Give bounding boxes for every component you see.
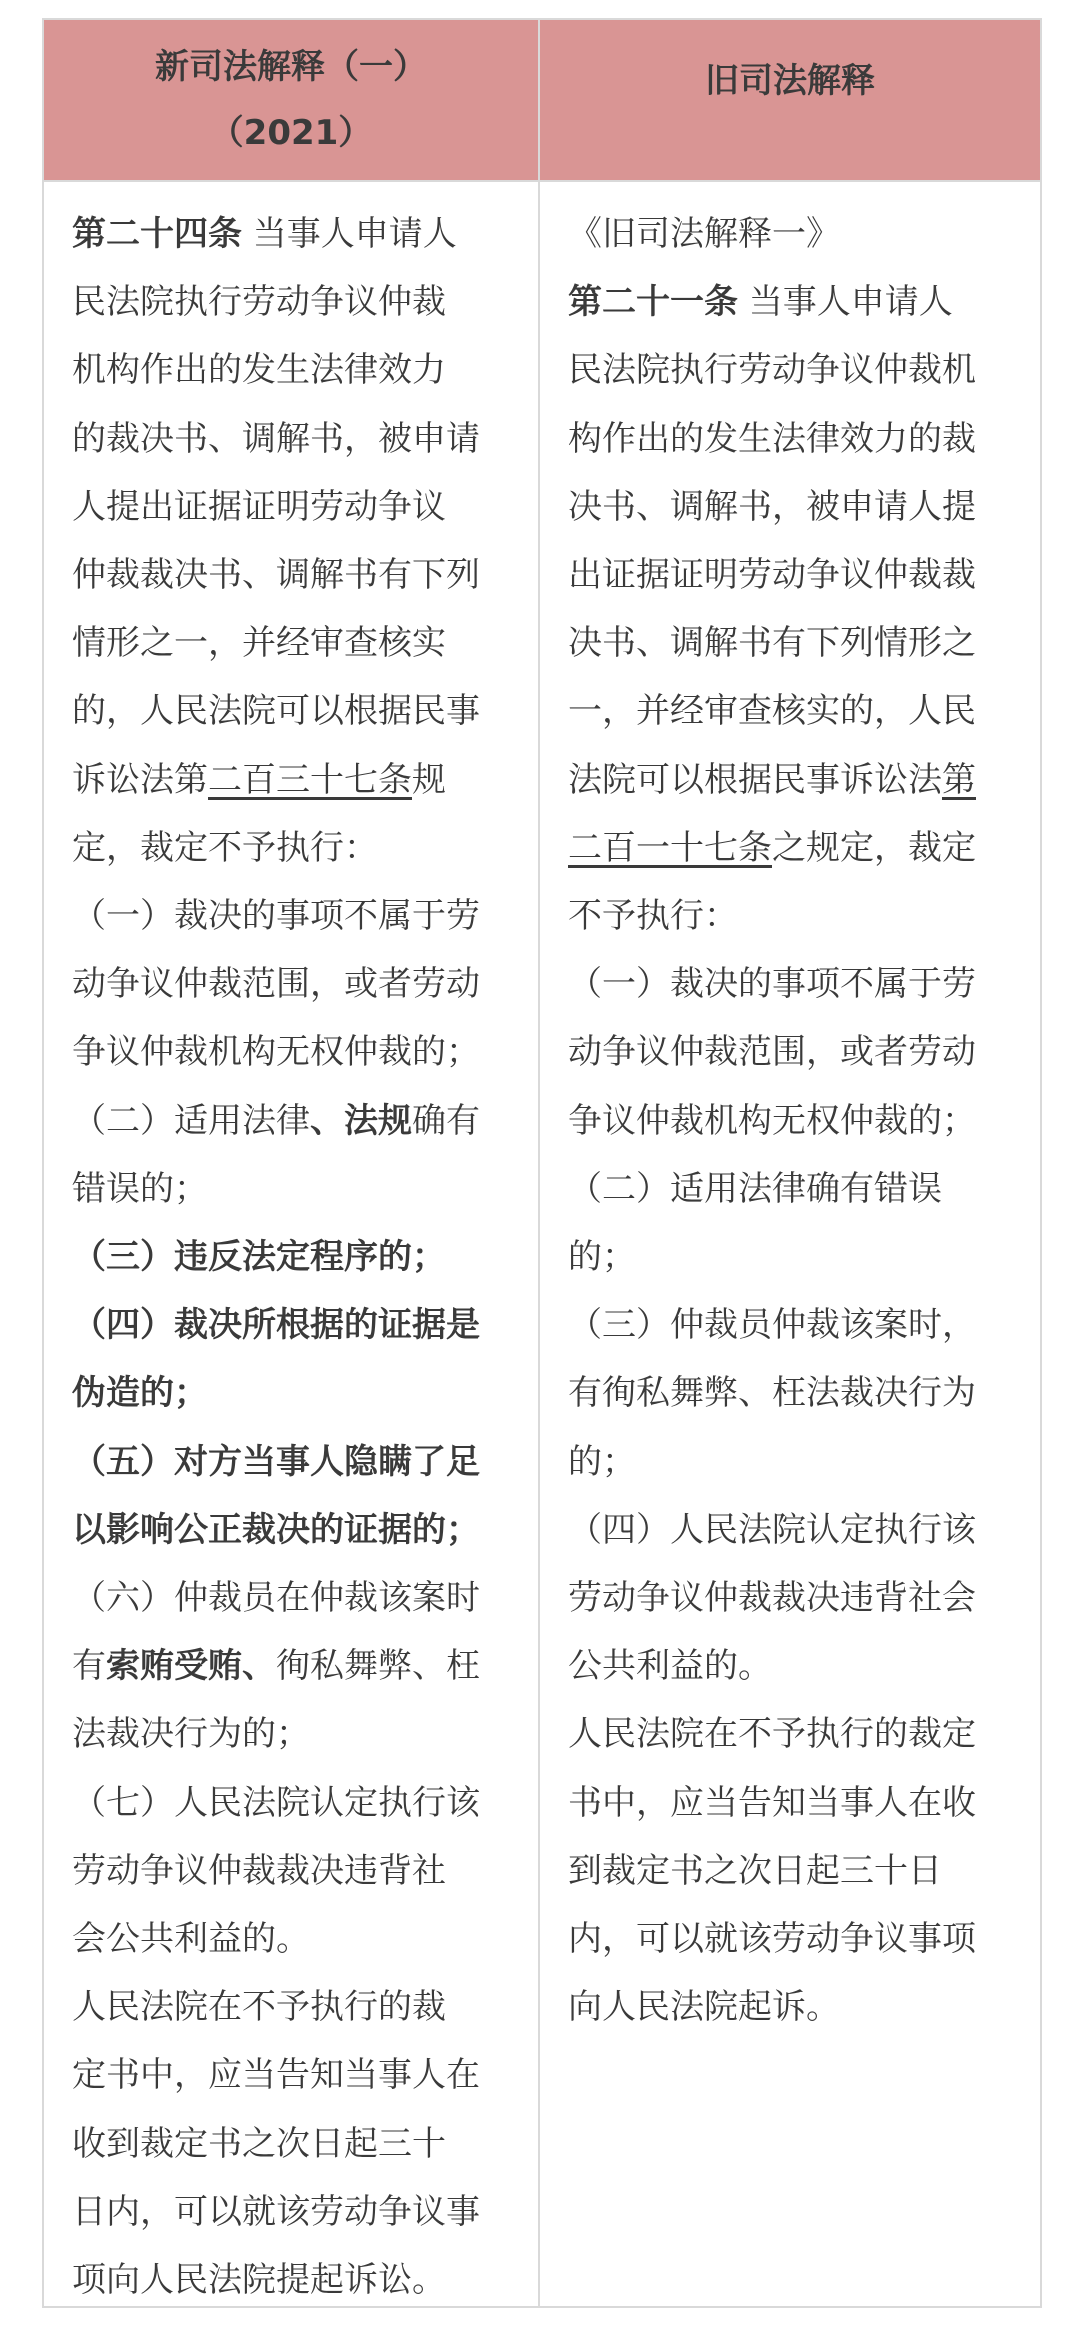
text-segment: 确有 [412, 1100, 480, 1141]
text-line: 一，并经审查核实的，人民 [568, 691, 976, 732]
text-line: 日内，可以就该劳动争议事 [72, 2191, 480, 2232]
text-line: 法裁决行为的； [72, 1714, 310, 1755]
text-line: 的； [568, 1237, 636, 1278]
text-line [72, 200, 510, 268]
text-line: 定书中，应当告知当事人在 [72, 2055, 480, 2096]
text-line: 人民法院在不予执行的裁定 [568, 1714, 976, 1755]
article-label: 第二十一条 [568, 282, 738, 323]
source-title: 《旧司法解释一》 [568, 214, 840, 254]
text-segment: 之规定，裁定 [772, 827, 976, 868]
text-line: 争议仲裁机构无权仲裁的； [72, 1032, 480, 1073]
text-segment: 有 [72, 1646, 106, 1687]
text-line: 动争议仲裁范围，或者劳动 [568, 1032, 976, 1073]
text-line: 机构作出的发生法律效力 [72, 350, 446, 391]
article-label: 第二十四条 [72, 214, 242, 254]
text-line: （五）对方当事人隐瞒了足 [72, 1441, 480, 1482]
article-reference-link[interactable]: 二百一十七条 [568, 827, 772, 868]
text-line: 民法院执行劳动争议仲裁机 [568, 350, 976, 391]
text-line: 到裁定书之次日起三十日 [568, 1850, 942, 1891]
table-header [44, 20, 1040, 182]
old-header-title: 旧司法解释 [705, 61, 875, 101]
text-line: 决书、调解书，被申请人提 [568, 486, 976, 527]
text-line: 的，人民法院可以根据民事 [72, 691, 480, 732]
text-line: （三）仲裁员仲裁该案时， [568, 1305, 976, 1346]
text-line: 向人民法院起诉。 [568, 1987, 840, 2028]
text-line: 内，可以就该劳动争议事项 [568, 1919, 976, 1960]
text-segment: 诉讼法第 [72, 759, 208, 800]
text-line: 构作出的发生法律效力的裁 [568, 418, 976, 459]
old-interpretation-header [540, 20, 1040, 180]
text-line: （七）人民法院认定执行该 [72, 1782, 480, 1823]
text-line: 会公共利益的。 [72, 1919, 310, 1960]
text-line: 劳动争议仲裁裁决违背社会 [568, 1578, 976, 1619]
text-line: 公共利益的。 [568, 1646, 772, 1687]
text-segment: 规 [412, 759, 446, 800]
bold-text: 、法规 [310, 1100, 412, 1141]
new-interpretation-header [44, 20, 540, 180]
text-line: （六）仲裁员在仲裁该案时 [72, 1578, 480, 1619]
text-line: 劳动争议仲裁裁决违背社 [72, 1850, 446, 1891]
text-line: （一）裁决的事项不属于劳 [568, 964, 976, 1005]
text-line: 动争议仲裁范围，或者劳动 [72, 964, 480, 1005]
text-line: 民法院执行劳动争议仲裁 [72, 282, 446, 323]
old-interpretation-column [540, 182, 1040, 2306]
text-line: 错误的； [72, 1168, 208, 1209]
text-segment: （二）适用法律 [72, 1100, 310, 1141]
text-line: 收到裁定书之次日起三十 [72, 2123, 446, 2164]
text-line [72, 1087, 510, 1155]
text-line: 情形之一，并经审查核实 [72, 623, 446, 664]
bold-text: 索贿受贿、 [106, 1646, 276, 1687]
text-line [568, 268, 1012, 336]
text-line: （一）裁决的事项不属于劳 [72, 896, 480, 937]
text-line: （二）适用法律确有错误 [568, 1168, 942, 1209]
text-line: 伪造的； [72, 1373, 208, 1414]
text-line: 有徇私舞弊、枉法裁决行为 [568, 1373, 976, 1414]
text-line: 不予执行： [568, 896, 738, 937]
text-line: 的裁决书、调解书，被申请 [72, 418, 480, 459]
text-line [568, 746, 1012, 814]
text-line: （四）裁决所根据的证据是 [72, 1305, 480, 1346]
new-header-title: 新司法解释（一） [155, 47, 427, 87]
text-segment: 法院可以根据民事诉讼法 [568, 759, 942, 800]
new-header-year: （2021） [209, 113, 373, 153]
text-line: 仲裁裁决书、调解书有下列 [72, 555, 480, 596]
article-reference-link[interactable]: 第 [942, 759, 976, 800]
text-line: （四）人民法院认定执行该 [568, 1509, 976, 1550]
new-interpretation-column [44, 182, 540, 2306]
text-line: 人提出证据证明劳动争议 [72, 486, 446, 527]
text-segment: 徇私舞弊、枉 [276, 1646, 480, 1687]
text-line: 决书、调解书有下列情形之 [568, 623, 976, 664]
text-segment: 当事人申请人 [242, 214, 457, 254]
text-line: 争议仲裁机构无权仲裁的； [568, 1100, 976, 1141]
text-line [72, 746, 510, 814]
text-line: 的； [568, 1441, 636, 1482]
text-line [568, 814, 1012, 882]
table-body [44, 182, 1040, 2306]
text-line: 书中，应当告知当事人在收 [568, 1782, 976, 1823]
article-reference-link[interactable]: 二百三十七条 [208, 759, 412, 800]
text-line [72, 1632, 510, 1700]
text-line: 定，裁定不予执行： [72, 827, 378, 868]
text-line: 出证据证明劳动争议仲裁裁 [568, 555, 976, 596]
comparison-table [42, 18, 1042, 2308]
text-line: 人民法院在不予执行的裁 [72, 1987, 446, 2028]
text-line: 项向人民法院提起诉讼。 [72, 2260, 446, 2301]
text-line: （三）违反法定程序的； [72, 1237, 446, 1278]
text-line: 以影响公正裁决的证据的； [72, 1509, 480, 1550]
text-segment: 当事人申请人 [738, 282, 953, 323]
